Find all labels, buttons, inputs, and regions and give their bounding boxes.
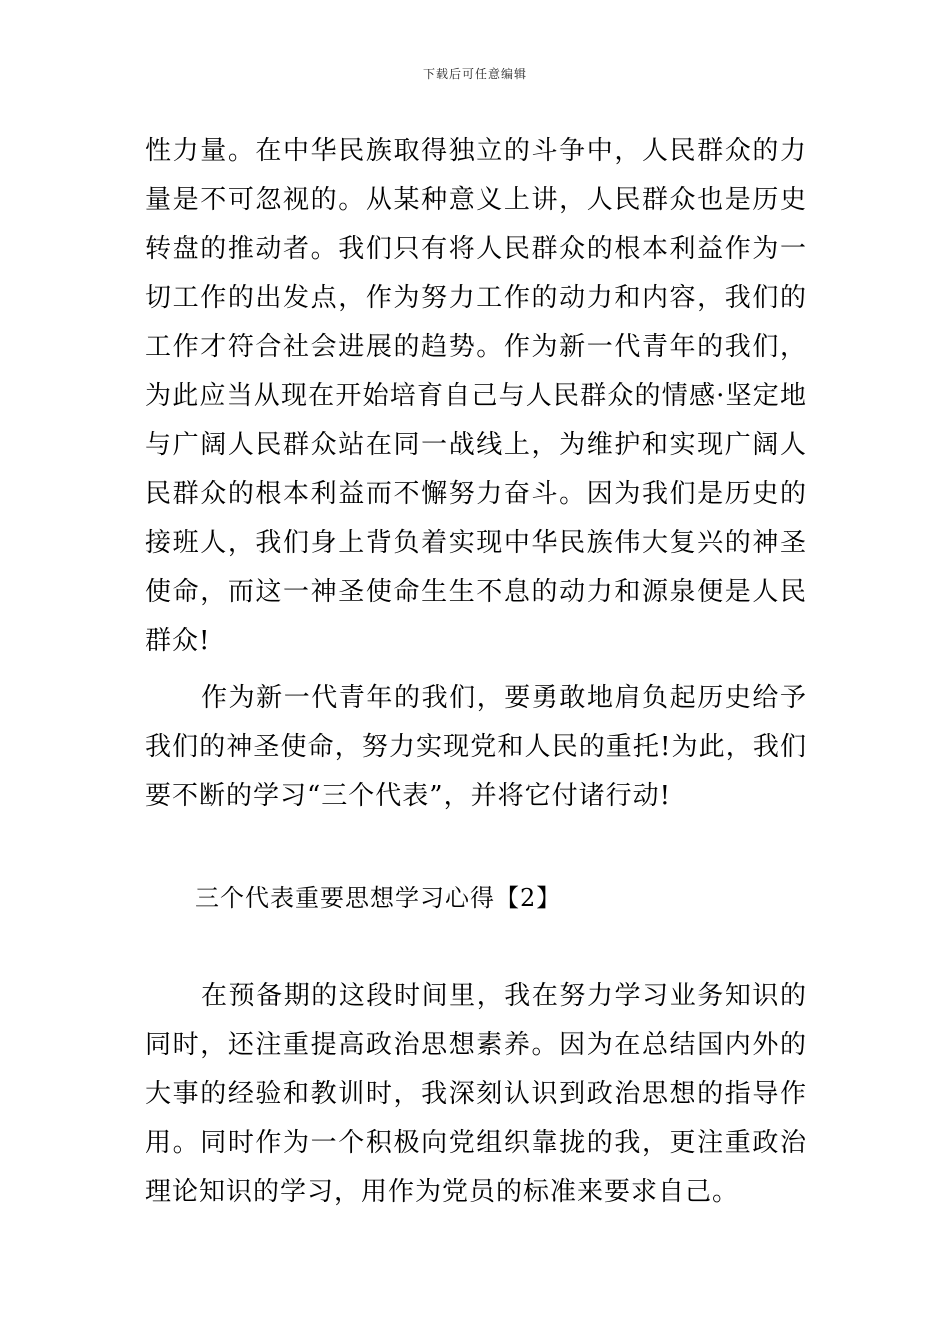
section-heading: 三个代表重要思想学习心得【2】 — [195, 884, 562, 912]
paragraph-1: 性力量。在中华民族取得独立的斗争中，人民群众的力量是不可忽视的。从某种意义上讲，人民群众也是历史转盘的推动者。我们只有将人民群众的根本利益作为一切工作的出发点，作为努力工作的动力和内容，我们的工作才符合社会进展的趋势。作为新一代青年的我们，为此应当从现在开始培育自己与人民群众的情感·坚定地与广阔人民群众站在同一战线上，为维护和实现广阔人民群众的根本利益而不懈努力奋斗。因为我们是历史的接班人，我们身上背负着实现中华民族伟大复兴的神圣使命，而这一神圣使命生生不息的动力和源泉便是人民群众! — [145, 136, 807, 656]
paragraph-3: 在预备期的这段时间里，我在努力学习业务知识的同时，还注重提高政治思想素养。因为在总结国内外的大事的经验和教训时，我深刻认识到政治思想的指导作用。同时作为一个积极向党组织靠拢的我，更注重政治理论知识的学习，用作为党员的标准来要求自己。 — [145, 981, 807, 1207]
paragraph-2: 作为新一代青年的我们，要勇敢地肩负起历史给予我们的神圣使命，努力实现党和人民的重托!为此，我们要不断的学习“三个代表”，并将它付诸行动! — [145, 683, 807, 811]
page-header-note: 下载后可任意编辑 — [422, 67, 527, 81]
